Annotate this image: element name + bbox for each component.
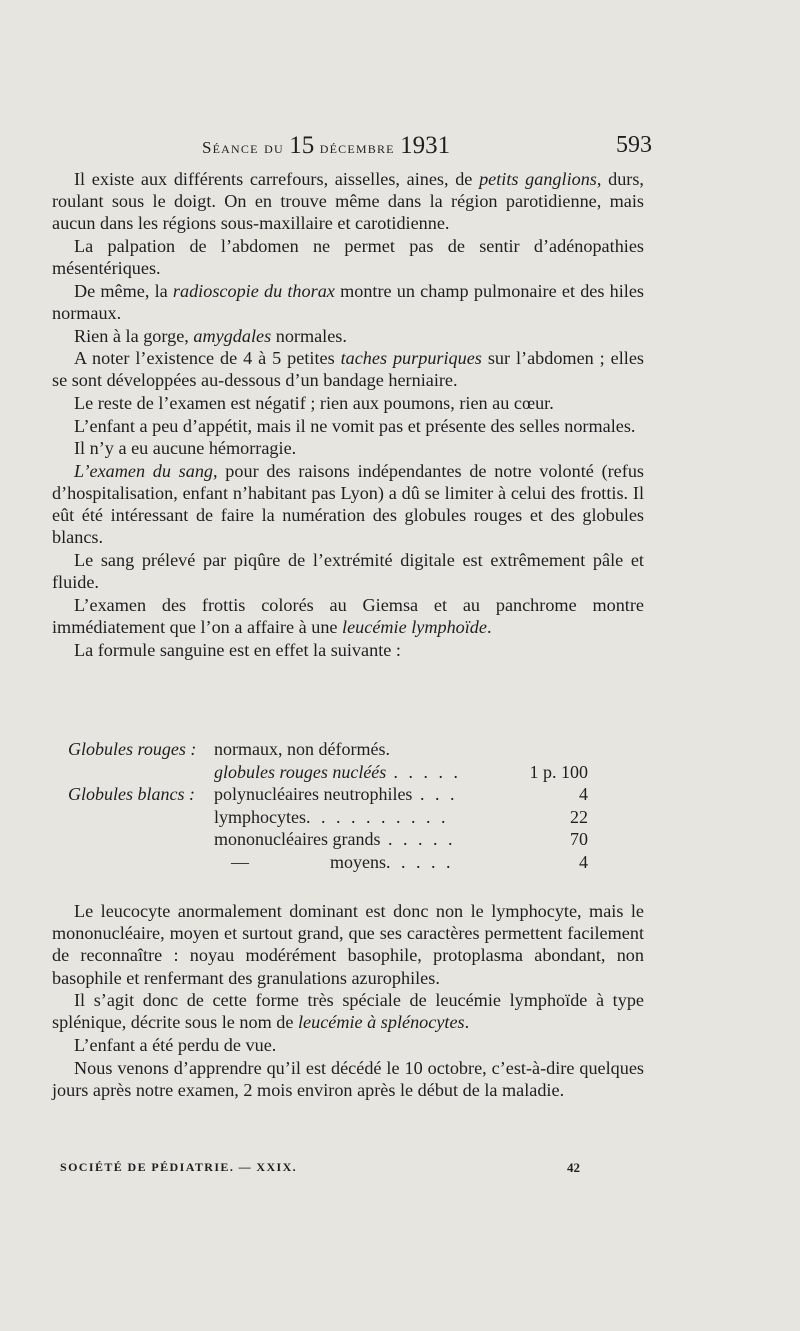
formula-row	[68, 828, 588, 851]
paragraph: La palpation de l’abdomen ne permet pas de sentir d’adénopathies mésentériques.	[52, 236, 644, 279]
paragraph: L’enfant a été perdu de vue.	[74, 1035, 277, 1055]
signature-mark: 42	[567, 1160, 580, 1175]
paragraph: La formule sanguine est en effet la suivante :	[74, 639, 401, 660]
paragraph: Il existe aux différents carrefours, aisselles, aines, de petits ganglions, durs, roulant sous le doigt. On en trouve même dans la région parotidienne, mais aucun dans les régions sous-maxillaire et carotidienne.	[52, 169, 644, 234]
formula-category	[68, 828, 214, 851]
body-text-upper	[52, 168, 644, 661]
formula-label: normaux, non déformés.	[214, 739, 390, 759]
formula-category	[68, 761, 214, 784]
paragraph: De même, la radioscopie du thorax montre un champ pulmonaire et des hiles normaux.	[52, 280, 644, 323]
ditto-dash: —	[231, 851, 249, 872]
blood-formula-table	[68, 738, 588, 874]
formula-category	[68, 851, 214, 874]
title-day: 15	[289, 132, 315, 159]
formula-row	[68, 761, 588, 784]
paragraph: Nous venons d’apprendre qu’il est décédé le 10 octobre, c’est-à-dire quelques jours après notre examen, 2 mois environ après le début de la maladie.	[52, 1057, 644, 1100]
formula-row	[68, 851, 588, 874]
formula-value: 4	[579, 784, 588, 805]
title-year: 1931	[400, 132, 451, 159]
paragraph: Il n’y a eu aucune hémorragie.	[74, 438, 297, 459]
paragraph: Rien à la gorge, amygdales normales.	[74, 325, 347, 346]
paragraph: A noter l’existence de 4 à 5 petites taches purpuriques sur l’abdomen ; elles se sont développées au-dessous d’un bandage herniaire.	[52, 348, 644, 391]
formula-value	[524, 738, 588, 761]
paragraph: Le sang prélevé par piqûre de l’extrémité digitale est extrêmement pâle et fluide.	[52, 549, 644, 593]
formula-value: 1 p. 100	[529, 761, 588, 782]
formula-category	[68, 806, 214, 829]
formula-label: polynucléaires neutrophiles . . .	[214, 784, 458, 805]
formula-value: 22	[570, 806, 588, 827]
formula-label: lymphocytes. . . . . . . . . .	[214, 806, 449, 827]
running-title	[202, 132, 450, 160]
paragraph: Le reste de l’examen est négatif ; rien aux poumons, rien au cœur.	[74, 392, 554, 413]
formula-label: — moyens. . . . .	[214, 851, 524, 874]
formula-value: 70	[570, 829, 588, 850]
formula-row	[68, 738, 588, 761]
paragraph: L’enfant a peu d’appétit, mais il ne vomit pas et présente des selles normales.	[74, 415, 636, 436]
formula-row	[68, 806, 588, 829]
formula-category: Globules blancs :	[68, 784, 195, 805]
formula-row	[68, 783, 588, 806]
running-header	[52, 132, 652, 164]
formula-value: 4	[579, 851, 588, 872]
formula-label: mononucléaires grands . . . . .	[214, 829, 456, 850]
formula-label: globules rouges nucléés . . . . .	[214, 761, 462, 782]
formula-category: Globules rouges :	[68, 739, 197, 759]
paragraph: L’examen du sang, pour des raisons indépendantes de notre volonté (refus d’hospitalisation, enfant n’habitant pas Lyon) a dû se limiter à celui des frottis. Il eût été intéressant de faire la numération des globules rouges et des globules blancs.	[52, 460, 644, 548]
title-part: décembre	[314, 138, 401, 157]
paragraph: Il s’agit donc de cette forme très spéciale de leucémie lymphoïde à type splénique, décrite sous le nom de leucémie à splénocytes.	[52, 990, 644, 1033]
title-part: Séance du	[202, 138, 290, 157]
paragraph: Le leucocyte anormalement dominant est donc non le lymphocyte, mais le mononucléaire, moyen et surtout grand, que ses caractères permettent facilement de reconnaître : noyau modérément basophile, protoplasma abondant, non basophile et renfermant des granulations azurophiles.	[52, 901, 644, 988]
footer-journal: SOCIÉTÉ DE PÉDIATRIE. — XXIX.	[60, 1160, 298, 1174]
body-text-lower	[52, 900, 644, 1101]
paragraph: L’examen des frottis colorés au Giemsa et au panchrome montre immédiatement que l’on a affaire à une leucémie lymphoïde.	[52, 594, 644, 637]
page-footer	[60, 1160, 580, 1175]
page-number: 593	[616, 132, 652, 158]
